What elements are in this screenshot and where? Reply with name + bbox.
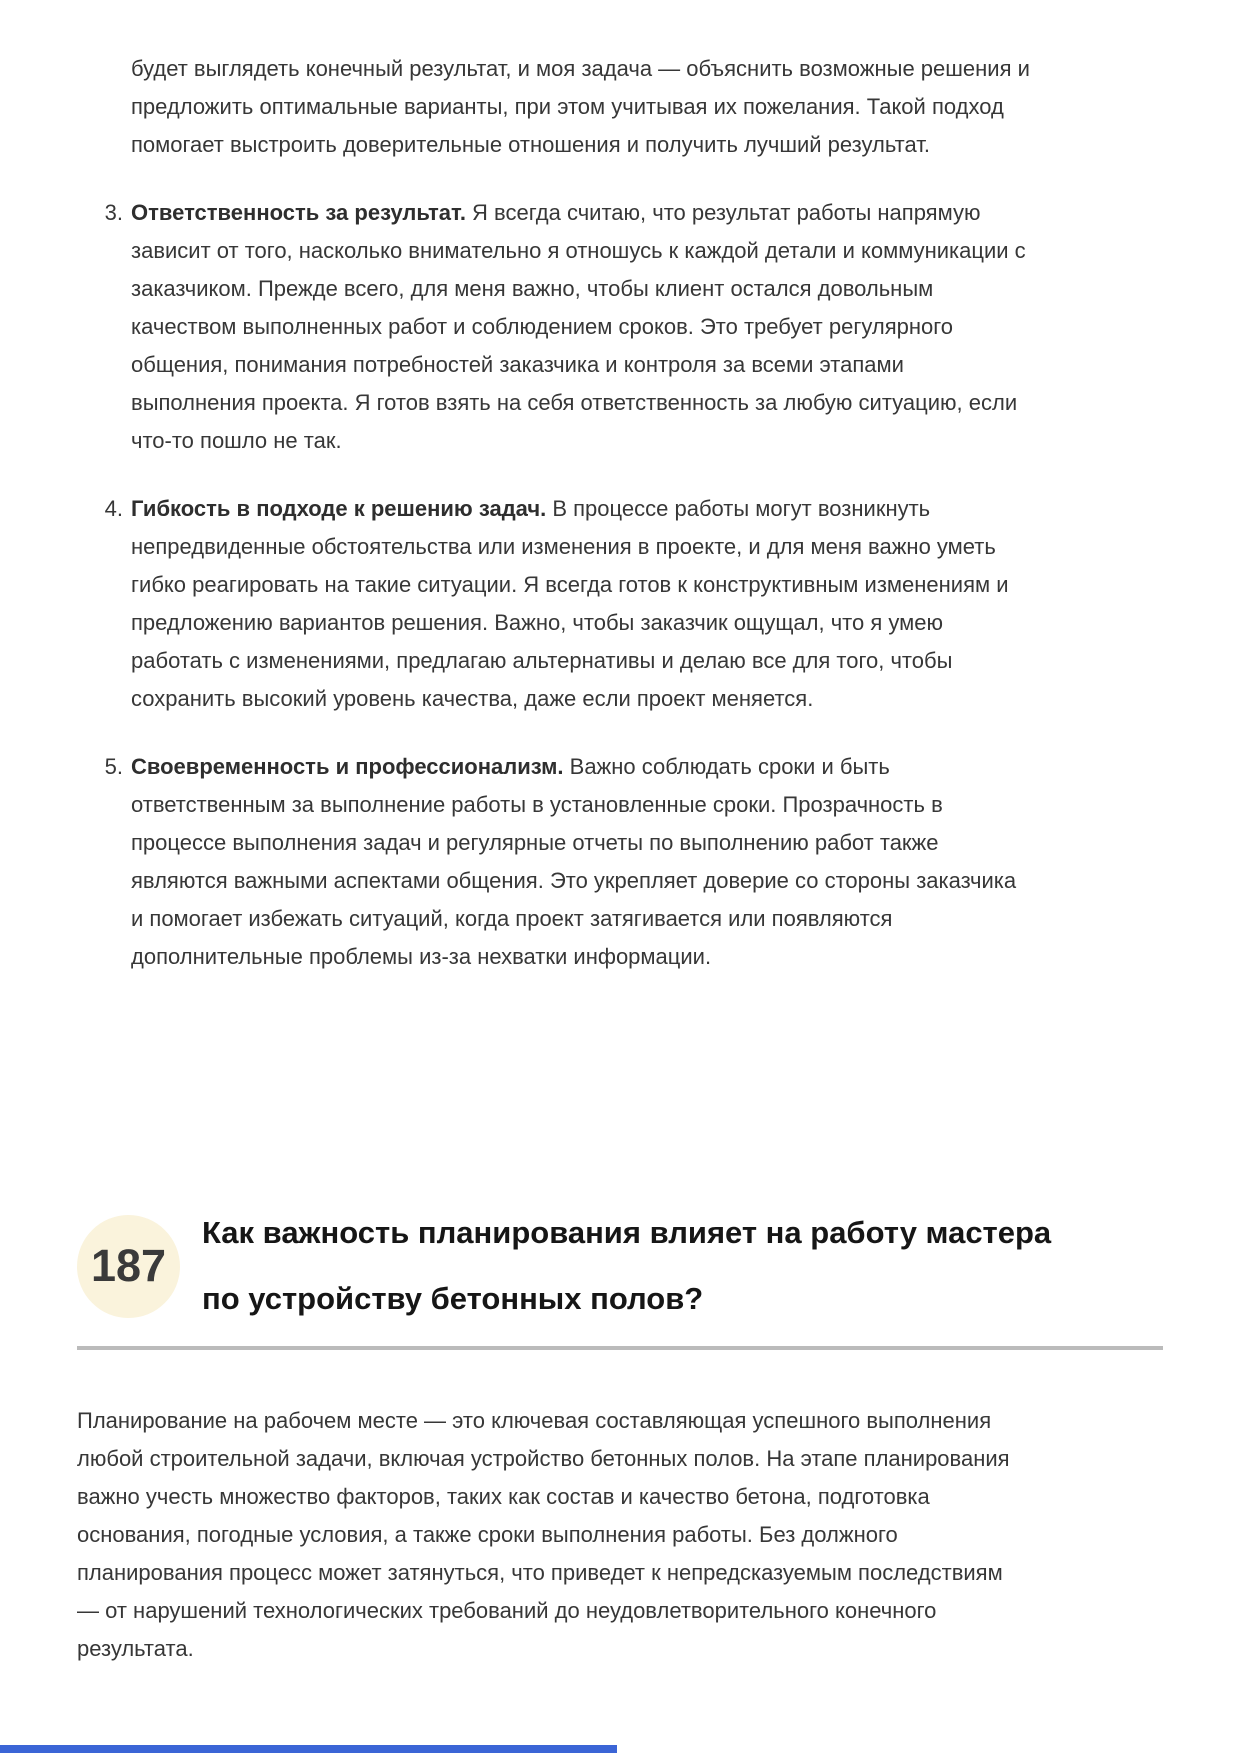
list-item-lead: Гибкость в подходе к решению задач. (131, 496, 547, 521)
question-header (77, 1200, 1163, 1332)
section-divider (77, 1346, 1163, 1350)
reading-progress-bar (0, 1745, 617, 1753)
answer-paragraph: Планирование на рабочем месте — это ключевая составляющая успешного выполнения любой строительной задачи, включая устройство бетонных полов. На этапе планирования важно учесть множество факторов, таких как состав и качество бетона, подготовка основания, погодные условия, а также сроки выполнения работы. Без должного планирования процесс может затянуться, что приведет к непредсказуемым последствиям — от нарушений технологических требований до неудовлетворительного конечного результата. (77, 1408, 1010, 1661)
list-item-text: В процессе работы могут возникнуть непредвиденные обстоятельства или изменения в проекте, и для меня важно уметь гибко реагировать на такие ситуации. Я всегда готов к конструктивным изменениям и предложению вариантов решения. Важно, чтобы заказчик ощущал, что я умею работать с изменениями, предлагаю альтернативы и делаю все для того, чтобы сохранить высокий уровень качества, даже если проект меняется. (131, 496, 1009, 711)
list-item (77, 194, 1029, 460)
question-title: Как важность планирования влияет на работу мастера по устройству бетонных полов? (202, 1215, 1052, 1316)
list-item-number: 3. (104, 200, 123, 225)
list-item-number: 4. (104, 496, 123, 521)
question-number-badge: 187 (77, 1215, 180, 1318)
qualities-list (77, 194, 1163, 976)
list-item (77, 748, 1029, 976)
list-item-text: Важно соблюдать сроки и быть ответственным за выполнение работы в установленные сроки. Прозрачность в процессе выполнения задач и регулярные отчеты по выполнению работ также являются важными аспектами общения. Это укрепляет доверие со стороны заказчика и помогает избежать ситуаций, когда проект затягивается или появляются дополнительные проблемы из-за нехватки информации. (131, 754, 1017, 969)
list-item-lead: Ответственность за результат. (131, 200, 466, 225)
list-item-lead: Своевременность и профессионализм. (131, 754, 564, 779)
paragraph-continuation: будет выглядеть конечный результат, и моя задача — объяснить возможные решения и предложить оптимальные варианты, при этом учитывая их пожелания. Такой подход помогает выстроить доверительные отношения и получить лучший результат. (131, 56, 1030, 157)
list-item-text: Я всегда считаю, что результат работы напрямую зависит от того, насколько внимательно я отношусь к каждой детали и коммуникации с заказчиком. Прежде всего, для меня важно, чтобы клиент остался довольным качеством выполненных работ и соблюдением сроков. Это требует регулярного общения, понимания потребностей заказчика и контроля за всеми этапами выполнения проекта. Я готов взять на себя ответственность за любую ситуацию, если что-то пошло не так. (131, 200, 1026, 453)
list-item (77, 490, 1029, 718)
list-item-number: 5. (104, 754, 123, 779)
